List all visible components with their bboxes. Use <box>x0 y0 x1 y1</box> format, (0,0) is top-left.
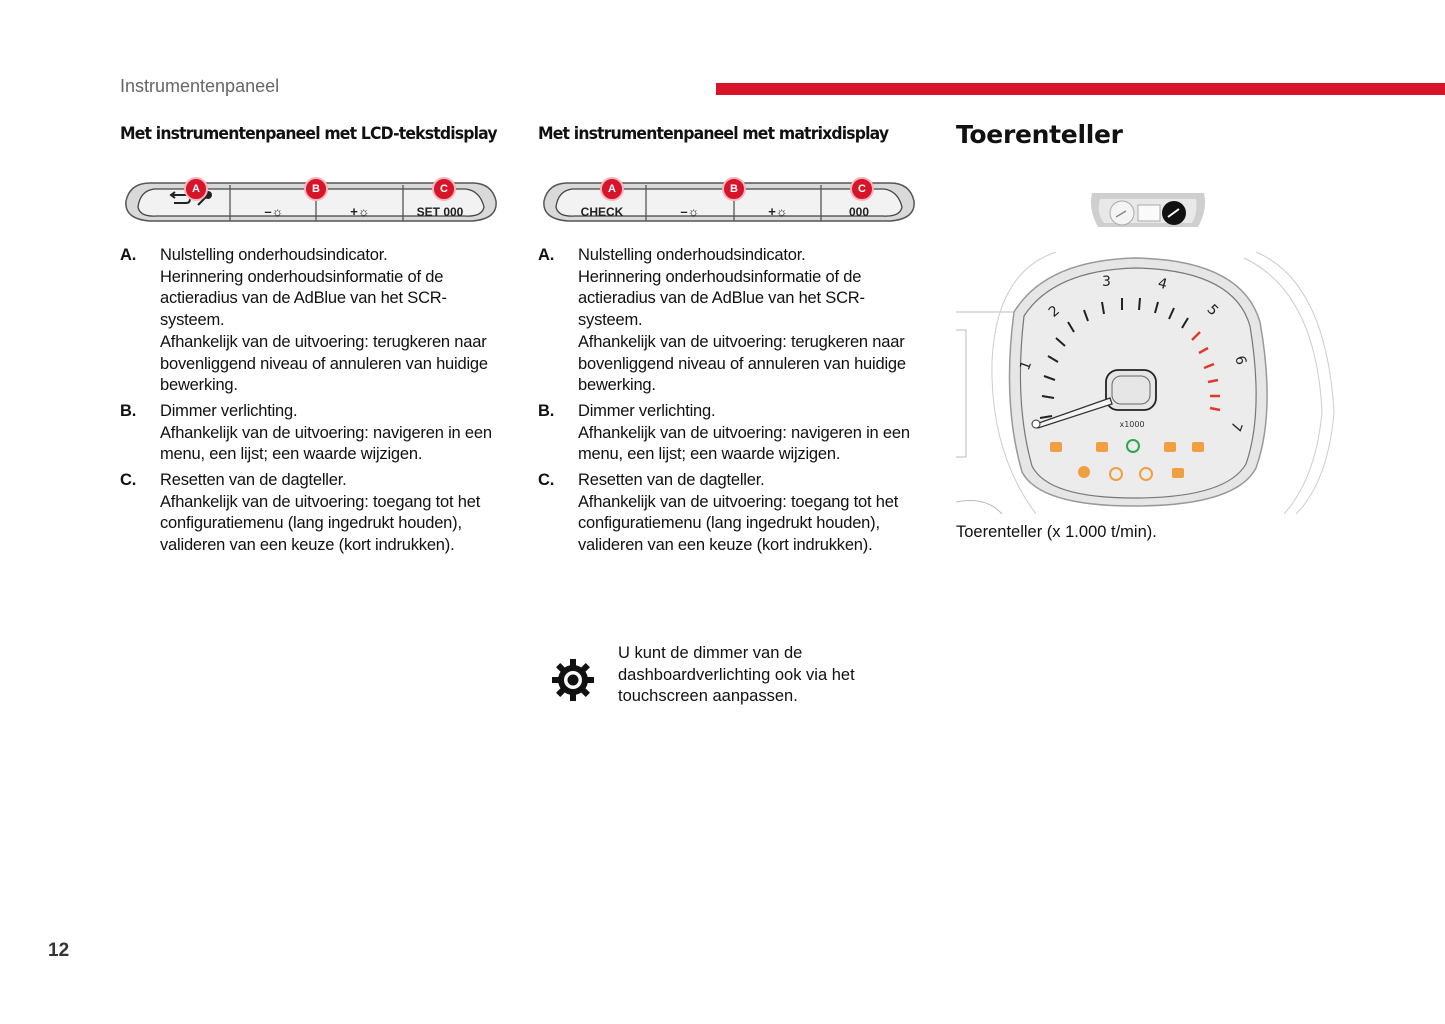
item-line: Herinnering onderhoudsinformatie of de actieradius van de AdBlue van het SCR-systeem. <box>578 267 865 330</box>
matrix-item-list <box>538 245 923 557</box>
marker-c: C <box>432 177 456 201</box>
item-line: Afhankelijk van de uitvoering: toegang tot het configuratiemenu (lang ingedrukt houden), valideren van een keuze (kort indrukken). <box>160 492 481 555</box>
tachometer-column <box>956 120 1336 149</box>
item-line: Afhankelijk van de uitvoering: terugkeren naar bovenliggend niveau of annuleren van huidige bewerking. <box>578 332 906 395</box>
list-item <box>538 470 923 557</box>
unit-label: x1000 <box>1119 420 1145 429</box>
item-line: Resetten van de dagteller. <box>578 471 765 490</box>
tachometer-title: Toerenteller <box>956 120 1123 149</box>
lcd-title: Met instrumentenpaneel met LCD-tekstdisplay <box>120 124 497 144</box>
instrument-cluster-thumbnail <box>1086 185 1210 233</box>
item-line: Dimmer verlichting. <box>160 401 298 420</box>
section-header: Instrumentenpaneel <box>120 76 280 96</box>
dimmer-minus-button[interactable]: –☼ <box>680 204 700 219</box>
note-text: U kunt de dimmer van de dashboardverlichting ook via het touchscreen aanpassen. <box>618 644 855 706</box>
scale-number-6: 6 <box>1231 354 1250 367</box>
item-letter: A. <box>538 246 555 264</box>
tachometer-illustration <box>956 252 1336 514</box>
lcd-control-panel <box>120 161 500 231</box>
item-line: Afhankelijk van de uitvoering: toegang tot het configuratiemenu (lang ingedrukt houden), valideren van een keuze (kort indrukken). <box>578 492 899 555</box>
tachometer-caption: Toerenteller (x 1.000 t/min). <box>956 523 1157 541</box>
scale-number-7: 7 <box>1226 419 1245 434</box>
trip-reset-button[interactable]: 000 <box>848 205 870 219</box>
matrix-control-panel <box>538 161 918 231</box>
scale-number-1: 1 <box>1017 358 1036 373</box>
dimmer-note <box>550 643 918 708</box>
matrix-column <box>538 120 923 561</box>
warning-icon <box>1078 466 1090 478</box>
marker-b: B <box>304 177 328 201</box>
marker-a: A <box>184 177 208 201</box>
dimmer-plus-button[interactable]: +☼ <box>768 204 788 219</box>
section-accent-bar <box>716 83 1445 95</box>
dimmer-plus-button[interactable]: +☼ <box>350 204 370 219</box>
lcd-item-list <box>120 245 505 557</box>
item-line: Resetten van de dagteller. <box>160 471 347 490</box>
scale-number-3: 3 <box>1102 274 1111 290</box>
matrix-title: Met instrumentenpaneel met matrixdisplay <box>538 124 889 144</box>
item-letter: B. <box>538 401 555 420</box>
scale-number-5: 5 <box>1203 301 1222 320</box>
gear-icon <box>550 657 596 703</box>
list-item <box>120 470 505 557</box>
item-letter: C. <box>120 471 137 490</box>
dimmer-minus-button[interactable]: –☼ <box>264 204 284 219</box>
warning-icon <box>1172 468 1184 478</box>
warning-icon <box>1192 442 1204 452</box>
warning-icon <box>1164 442 1176 452</box>
check-button[interactable]: CHECK <box>580 205 624 219</box>
item-letter: C. <box>538 471 555 490</box>
warning-icon <box>1096 442 1108 452</box>
item-line: Nulstelling onderhoudsindicator. <box>160 246 388 264</box>
item-line: Afhankelijk van de uitvoering: navigeren in een menu, een lijst; een waarde wijzigen. <box>578 423 910 464</box>
item-letter: B. <box>120 401 137 420</box>
scale-number-4: 4 <box>1156 275 1169 294</box>
item-line: Dimmer verlichting. <box>578 401 716 420</box>
list-item <box>538 401 923 466</box>
marker-a: A <box>600 177 624 201</box>
marker-c: C <box>850 177 874 201</box>
item-line: Afhankelijk van de uitvoering: terugkeren naar bovenliggend niveau of annuleren van huidige bewerking. <box>160 332 488 395</box>
list-item <box>120 401 505 466</box>
item-letter: A. <box>120 246 137 264</box>
marker-b: B <box>722 177 746 201</box>
lcd-column <box>120 120 505 561</box>
page-number: 12 <box>48 940 70 961</box>
list-item <box>538 245 923 397</box>
item-line: Afhankelijk van de uitvoering: navigeren in een menu, een lijst; een waarde wijzigen. <box>160 423 492 464</box>
scale-number-2: 2 <box>1045 302 1063 321</box>
set-trip-reset-button[interactable]: SET 000 <box>416 205 464 219</box>
item-line: Nulstelling onderhoudsindicator. <box>578 246 806 264</box>
item-line: Herinnering onderhoudsinformatie of de actieradius van de AdBlue van het SCR-systeem. <box>160 267 447 330</box>
list-item <box>120 245 505 397</box>
warning-icon <box>1050 442 1062 452</box>
